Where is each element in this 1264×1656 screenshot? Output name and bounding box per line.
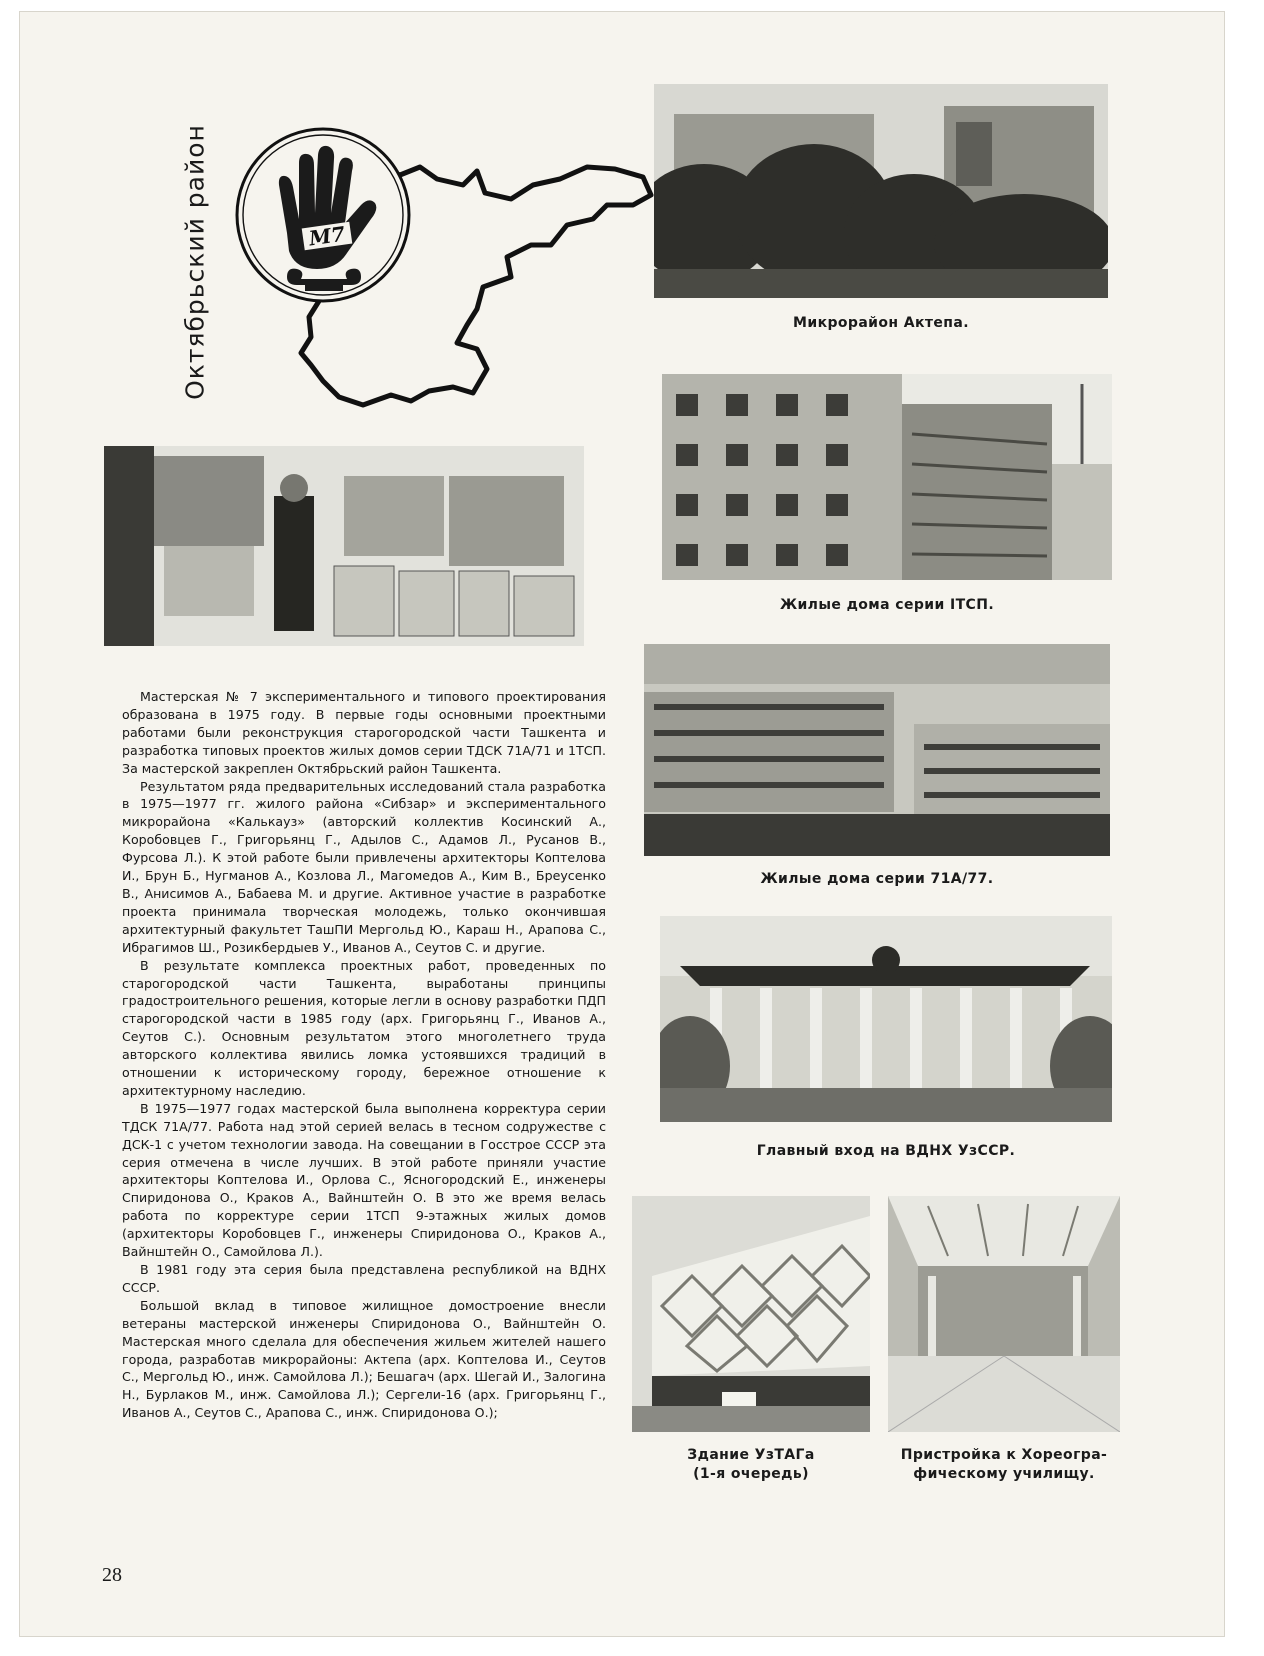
caption-uztag-line-2: (1-я очередь) (693, 1466, 809, 1482)
paragraph: В результате комплекса проектных работ, проведенных по старогородской части Ташкента, выработаны принципы градостроительного решения, которые легли в основу разработки ПДП старогородской части в 1985 году (арх. Григорьянц Г., Иванов А., Сеутов С.). Основным результатом этого многолетнего труда авторского коллектива явились ломка устоявшихся традиций в отношении к историческому городу, бережное отношение к архитектурному наследию. (122, 957, 606, 1098)
caption-uztag-line-1: Здание УзТАГа (687, 1447, 815, 1463)
article-body (122, 688, 606, 1422)
caption-itsp: Жилые дома серии ITCП. (779, 597, 995, 613)
caption-choreo-line-1: Пристройка к Хореогра- (900, 1447, 1108, 1463)
photo-exhibition (104, 446, 584, 646)
photo-aktepa (654, 84, 1108, 298)
district-map (215, 107, 655, 417)
district-title (182, 107, 208, 417)
emblem-label: М7 (307, 221, 347, 251)
caption-aktepa: Микрорайон Актепа. (793, 315, 969, 331)
photo-itsp (662, 374, 1112, 580)
photo-vdnh (660, 916, 1112, 1122)
paragraph: Мастерская № 7 экспериментального и типового проектирования образована в 1975 году. В первые годы основными проектными работами были реконструкция старогородской части Ташкента и разработка типовых проектов жилых домов серии ТДСК 71А/71 и 1ТСП. За мастерской закреплен Октябрьский район Ташкента. (122, 689, 606, 776)
caption-choreo (888, 1446, 1120, 1484)
photo-series-71a77 (644, 644, 1110, 856)
paragraph: В 1981 году эта серия была представлена республикой на ВДНХ СССР. (122, 1262, 606, 1295)
page-number: 28 (102, 1564, 122, 1586)
caption-series-71a77: Жилые дома серии 71А/77. (760, 871, 994, 887)
photo-uztag (632, 1196, 870, 1432)
paragraph: Большой вклад в типовое жилищное домостроение внесли ветераны мастерской инженеры Спиридонова О., Вайнштейн О. Мастерская много сделала для обеспечения жильем жителей нашего города, разработав микрорайоны: Актепа (арх. Коптелова И., Сеутов С., Мергольд Ю., инж. Самойлова Л.); Бешагач (арх. Шегай И., Залогина Н., Бурлаков М., инж. Самойлова Л.); Сергели-16 (арх. Григорьянц Г., Иванов А., Сеутов С., Арапова С., инж. Спиридонова О.); (122, 1297, 606, 1421)
caption-vdnh: Главный вход на ВДНХ УзССР. (756, 1143, 1016, 1159)
caption-choreo-line-2: фическому училищу. (913, 1466, 1095, 1482)
district-title-text: Октябрьский район (180, 124, 210, 400)
paragraph: В 1975—1977 годах мастерской была выполнена корректура серии ТДСК 71А/77. Работа над этой серией велась в тесном содружестве с ДСК-1 с учетом технологии завода. На совещании в Госстрое СССР эта серия отмечена в числе лучших. В этой работе приняли участие архитекторы Коптелова И., Орлова С., Ясногородский Е., инженеры Спиридонова О., Краков А., Вайнштейн О. В это же время велась работа по корректуре серии 1ТСП 9-этажных жилых домов (архитекторы Коробовцев Г., инженеры Спиридонова О., Краков А., Вайнштейн О., Самойлова Л.). (122, 1100, 606, 1260)
magazine-page (20, 12, 1224, 1636)
paragraph: Результатом ряда предварительных исследований стала разработка в 1975—1977 гг. жилого района «Сибзар» и экспериментального микрорайона «Калькауз» (авторский коллектив Косинский А., Коробовцев Г., Григорьянц Г., Адылов С., Адамов Л., Русанов В., Фурсова Л.). К этой работе были привлечены архитекторы Коптелова И., Брун Б., Нугманов А., Козлова Л., Магомедов А., Ким В., Бреусенко В., Анисимов А., Бабаева М. и другие. Активное участие в разработке проекта принимала творческая молодежь, только окончившая архитектурный факультет ТашПИ Мергольд Ю., Караш Н., Арапова С., Ибрагимов Ш., Розикбердыев У., Иванов А., Сеутов С. и другие. (122, 778, 606, 955)
caption-uztag (632, 1446, 870, 1484)
hand-emblem-icon (237, 129, 409, 301)
photo-choreo (888, 1196, 1120, 1432)
